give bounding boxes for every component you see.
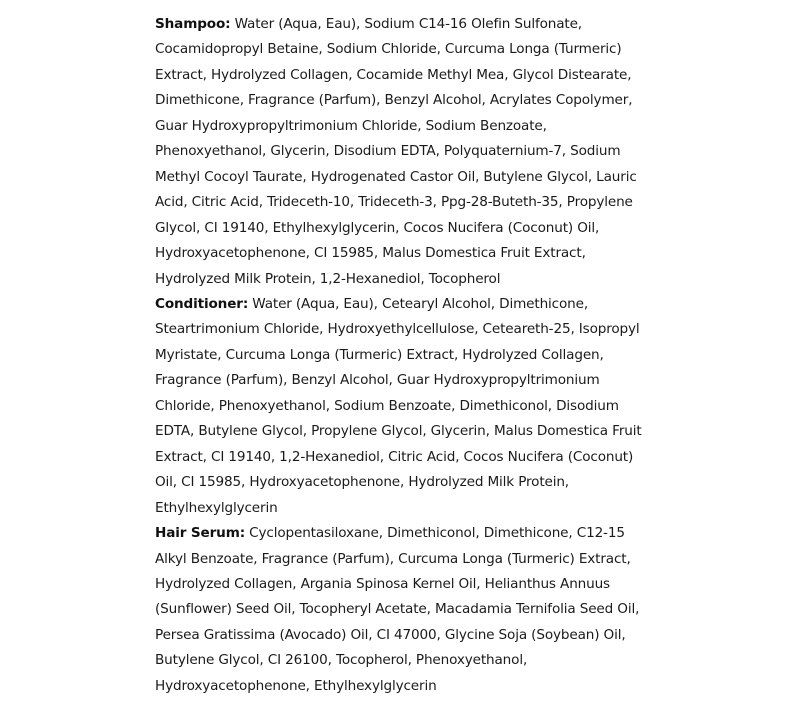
shampoo-ingredients [155,12,645,292]
hair-serum-ingredients [155,521,645,699]
shampoo-ingredient-list: Water (Aqua, Eau), Sodium C14-16 Olefin Sulfonate, Cocamidopropyl Betaine, Sodium Chloride, Curcuma Longa (Turmeric) Extract, Hydrolyzed Collagen, Cocamide Methyl Mea, Glycol Distearate, Dimethicone, Fragrance (Parfum), Benzyl Alcohol, Acrylates Copolymer, Guar Hydroxypropyltrimonium Chloride, Sodium Benzoate, Phenoxyethanol, Glycerin, Disodium EDTA, Polyquaternium-7, Sodium Methyl Cocoyl Taurate, Hydrogenated Castor Oil, Butylene Glycol, Lauric Acid, Citric Acid, Trideceth-10, Trideceth-3, Ppg-28-Buteth-35, Propylene Glycol, CI 19140, Ethylhexylglycerin, Cocos Nucifera (Coconut) Oil, Hydroxyacetophenone, CI 15985, Malus Domestica Fruit Extract, Hydrolyzed Milk Protein, 1,2-Hexanediol, Tocopherol [155,16,637,287]
conditioner-label: Conditioner: [155,295,249,312]
ingredients-document [155,12,645,699]
conditioner-ingredients [155,292,645,521]
shampoo-label: Shampoo: [155,16,231,32]
conditioner-ingredient-list: Water (Aqua, Eau), Cetearyl Alcohol, Dimethicone, Steartrimonium Chloride, Hydroxyethylcellulose, Ceteareth-25, Isopropyl Myristate, Curcuma Longa (Turmeric) Extract, Hydrolyzed Collagen, Fragrance (Parfum), Benzyl Alcohol, Guar Hydroxypropyltrimonium Chloride, Phenoxyethanol, Sodium Benzoate, Dimethiconol, Disodium EDTA, Butylene Glycol, Propylene Glycol, Glycerin, Malus Domestica Fruit Extract, CI 19140, 1,2-Hexanediol, Citric Acid, Cocos Nucifera (Coconut) Oil, CI 15985, Hydroxyacetophenone, Hydrolyzed Milk Protein, Ethylhexylglycerin [155,295,642,516]
hair-serum-label: Hair Serum: [155,525,245,542]
hair-serum-ingredient-list: Cyclopentasiloxane, Dimethiconol, Dimethicone, C12-15 Alkyl Benzoate, Fragrance (Parfum), Curcuma Longa (Turmeric) Extract, Hydrolyzed Collagen, Argania Spinosa Kernel Oil, Helianthus Annuus (Sunflower) Seed Oil, Tocopheryl Acetate, Macadamia Ternifolia Seed Oil, Persea Gratissima (Avocado) Oil, CI 47000, Glycine Soja (Soybean) Oil, Butylene Glycol, CI 26100, Tocopherol, Phenoxyethanol, Hydroxyacetophenone, Ethylhexylglycerin [155,525,640,694]
